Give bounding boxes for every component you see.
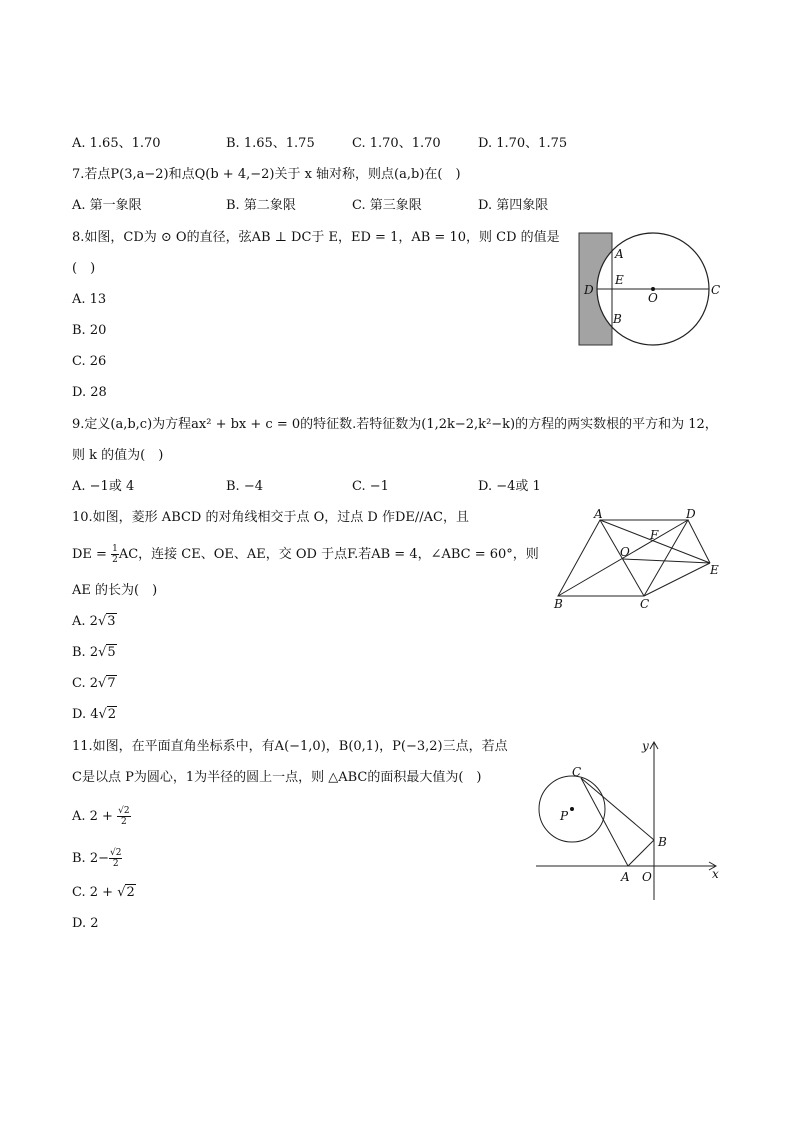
q10-label-b: B xyxy=(554,597,563,611)
q10-label-d: D xyxy=(686,508,696,521)
q10-option-d: D. 4√2 xyxy=(72,707,117,722)
q11-option-a: A. 2 + $\frac{√2}{2}$ xyxy=(72,806,130,827)
q11-label-c: C xyxy=(572,765,582,779)
q8-stem-cont: ( ) xyxy=(72,261,96,276)
q10-stem-line3: AE 的长为( ) xyxy=(72,583,158,598)
q6-option-d: D. 1.70、1.75 xyxy=(478,136,568,151)
q8-label-e: E xyxy=(615,273,624,287)
q8-label-o: O xyxy=(648,291,658,305)
q8-option-d: D. 28 xyxy=(72,385,107,400)
q11-center-dot xyxy=(570,807,574,811)
q10-option-b: B. 2√5 xyxy=(72,645,116,660)
q9-option-c: C. −1 xyxy=(352,479,389,494)
q11-option-c: C. 2 + √2 xyxy=(72,885,135,900)
q10-rhombus-figure xyxy=(548,508,728,618)
q8-label-a: A xyxy=(615,247,624,261)
q11-label-b: B xyxy=(658,835,667,849)
q11-coordinate-figure xyxy=(534,736,726,904)
q8-option-c: C. 26 xyxy=(72,354,107,369)
q9-option-b: B. −4 xyxy=(226,479,263,494)
q11-label-o: O xyxy=(642,870,652,884)
q11-label-p: P xyxy=(560,809,569,823)
q6-option-c: C. 1.70、1.70 xyxy=(352,136,441,151)
q10-stem-prefix: DE = xyxy=(72,547,112,562)
q8-circle-figure xyxy=(572,228,732,350)
q11-stem: 11.如图，在平面直角坐标系中，有A(−1,0)，B(0,1)，P(−3,2)三点，若点 xyxy=(72,739,508,754)
q9-option-a: A. −1或 4 xyxy=(72,479,135,494)
q11-option-b: B. 2− $\frac{√2}{2}$ xyxy=(72,848,122,869)
q10-label-a: A xyxy=(594,508,603,521)
q9-option-d: D. −4或 1 xyxy=(478,479,541,494)
q6-option-b: B. 1.65、1.75 xyxy=(226,136,315,151)
q10-label-e: E xyxy=(710,563,719,577)
q10-label-c: C xyxy=(640,597,650,611)
q8-option-b: B. 20 xyxy=(72,323,107,338)
q10-segment-oe xyxy=(623,559,710,563)
q8-label-c: C xyxy=(711,283,721,297)
q11-segment-ca xyxy=(581,778,628,866)
q11-label-a: A xyxy=(621,870,630,884)
q8-label-d: D xyxy=(584,283,594,297)
q11-label-x: x xyxy=(712,867,719,881)
q10-fraction-half: $\frac{1}{2}$ xyxy=(112,544,118,565)
q10-option-c: C. 2√7 xyxy=(72,676,116,691)
q10-option-a: A. 2√3 xyxy=(72,614,116,629)
q11-label-y: y xyxy=(642,739,649,753)
q11-option-d: D. 2 xyxy=(72,916,99,931)
q11-segment-cb xyxy=(581,778,654,840)
q10-segment-de xyxy=(688,520,710,563)
q10-label-o: O xyxy=(620,545,630,559)
q10-stem: 10.如图，菱形 ABCD 的对角线相交于点 O，过点 D 作DE//AC，且 xyxy=(72,510,469,525)
q7-stem: 7.若点P(3,a−2)和点Q(b + 4,−2)关于 x 轴对称，则点(a,b)在( ) xyxy=(72,167,461,182)
q10-stem-suffix: AC，连接 CE、OE、AE，交 OD 于点F.若AB = 4，∠ABC = 60°，则 xyxy=(118,547,539,562)
q11-stem-cont: C是以点 P为圆心，1为半径的圆上一点，则 △ABC的面积最大值为( ) xyxy=(72,770,482,785)
q7-option-d: D. 第四象限 xyxy=(478,198,549,213)
q7-option-c: C. 第三象限 xyxy=(352,198,422,213)
q11-segment-ab xyxy=(628,840,654,866)
q9-stem-cont: 则 k 的值为( ) xyxy=(72,448,164,463)
q9-stem: 9.定义(a,b,c)为方程ax² + bx + c = 0的特征数.若特征数为(1,2k−2,k²−k)的方程的两实数根的平方和为 12， xyxy=(72,417,718,432)
q8-label-b: B xyxy=(613,312,622,326)
q10-label-f: F xyxy=(650,528,659,542)
q8-option-a: A. 13 xyxy=(72,292,107,307)
q6-option-a: A. 1.65、1.70 xyxy=(72,136,161,151)
q10-stem-line2 xyxy=(72,544,539,565)
q7-option-b: B. 第二象限 xyxy=(226,198,296,213)
q7-option-a: A. 第一象限 xyxy=(72,198,142,213)
q8-stem: 8.如图，CD为 ⊙ O的直径，弦AB ⊥ DC于 E，ED = 1，AB = 10，则 CD 的值是 xyxy=(72,230,560,245)
